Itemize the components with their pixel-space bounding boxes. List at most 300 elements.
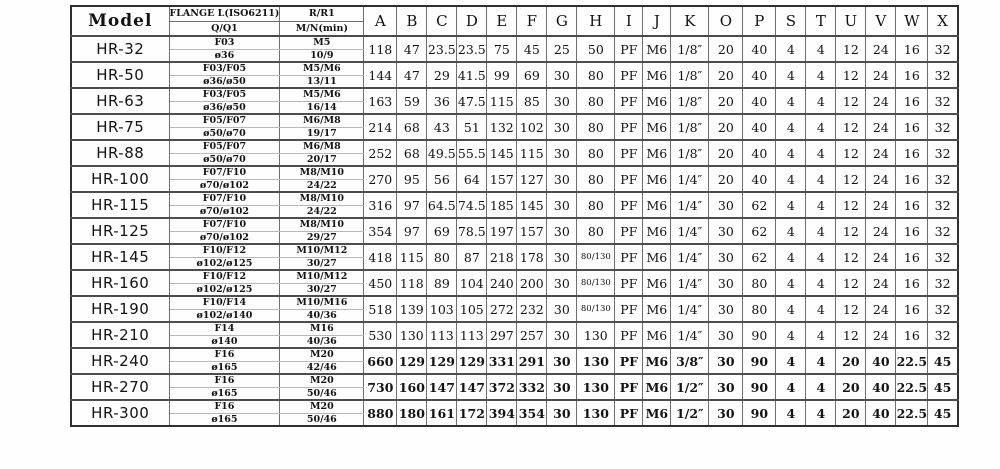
model-cell: HR-160 [71, 270, 169, 296]
dim-cell-T: 4 [806, 374, 836, 400]
dim-cell-C: 49.5 [427, 140, 457, 166]
dim-cell-X: 45 [928, 348, 958, 374]
pilot-diameter-cell: ø36/ø50 [169, 75, 280, 88]
header-dim-J: J [643, 6, 671, 36]
table-body [71, 36, 958, 426]
dim-cell-C: 80 [427, 244, 457, 270]
dim-cell-C: 89 [427, 270, 457, 296]
dim-cell-H: 80 [577, 88, 615, 114]
model-cell: HR-210 [71, 322, 169, 348]
dim-cell-D: 74.5 [457, 192, 487, 218]
dim-cell-H: 50 [577, 36, 615, 62]
dim-cell-S: 4 [776, 322, 806, 348]
header-flange-line1: FLANGE L(ISO6211) [169, 6, 280, 21]
dim-cell-B: 115 [397, 244, 427, 270]
dim-cell-B: 68 [397, 140, 427, 166]
dim-cell-U: 20 [836, 374, 866, 400]
dim-cell-C: 103 [427, 296, 457, 322]
pilot-diameter-cell: ø165 [169, 387, 280, 400]
dim-cell-O: 30 [709, 218, 743, 244]
dim-cell-S: 4 [776, 218, 806, 244]
dim-cell-X: 32 [928, 166, 958, 192]
dim-cell-P: 80 [743, 296, 776, 322]
mn-cell: 24/22 [280, 205, 364, 218]
dim-cell-J: M6 [643, 62, 671, 88]
dim-cell-W: 16 [896, 36, 928, 62]
dim-cell-T: 4 [806, 166, 836, 192]
dim-cell-E: 115 [487, 88, 517, 114]
dim-cell-K: 1/2″ [671, 400, 709, 426]
dim-cell-C: 64.5 [427, 192, 457, 218]
dim-cell-D: 23.5 [457, 36, 487, 62]
thread-cell: M8/M10 [280, 192, 364, 205]
dim-cell-X: 32 [928, 270, 958, 296]
pilot-diameter-cell: ø36 [169, 49, 280, 62]
thread-cell: M16 [280, 322, 364, 335]
dim-cell-G: 30 [547, 62, 577, 88]
dim-cell-K: 3/8″ [671, 348, 709, 374]
dim-cell-E: 157 [487, 166, 517, 192]
pilot-diameter-cell: ø165 [169, 361, 280, 374]
dim-cell-H: 80/130 [577, 296, 615, 322]
dim-cell-W: 22.5 [896, 400, 928, 426]
mn-cell: 24/22 [280, 179, 364, 192]
model-cell: HR-63 [71, 88, 169, 114]
header-dim-H: H [577, 6, 615, 36]
dim-cell-U: 12 [836, 140, 866, 166]
dim-cell-S: 4 [776, 88, 806, 114]
mn-cell: 13/11 [280, 75, 364, 88]
model-cell: HR-115 [71, 192, 169, 218]
dim-cell-D: 104 [457, 270, 487, 296]
model-cell: HR-145 [71, 244, 169, 270]
dim-cell-C: 29 [427, 62, 457, 88]
flange-cell: F07/F10 [169, 218, 280, 231]
dim-cell-I: PF [615, 348, 643, 374]
dim-cell-E: 394 [487, 400, 517, 426]
dim-cell-T: 4 [806, 62, 836, 88]
table-row-hr-50 [71, 62, 958, 75]
table-row-hr-160 [71, 270, 958, 283]
dim-cell-A: 450 [364, 270, 397, 296]
dim-cell-S: 4 [776, 296, 806, 322]
model-cell: HR-50 [71, 62, 169, 88]
dim-cell-X: 32 [928, 62, 958, 88]
dim-cell-I: PF [615, 192, 643, 218]
dim-cell-X: 32 [928, 296, 958, 322]
dim-cell-P: 40 [743, 140, 776, 166]
dim-cell-B: 180 [397, 400, 427, 426]
dim-cell-S: 4 [776, 348, 806, 374]
dim-cell-B: 68 [397, 114, 427, 140]
mn-cell: 16/14 [280, 101, 364, 114]
dim-cell-A: 316 [364, 192, 397, 218]
dim-cell-I: PF [615, 374, 643, 400]
dim-cell-O: 30 [709, 270, 743, 296]
dim-cell-P: 62 [743, 218, 776, 244]
flange-cell: F03/F05 [169, 62, 280, 75]
model-cell: HR-32 [71, 36, 169, 62]
dim-cell-X: 32 [928, 218, 958, 244]
dim-cell-W: 22.5 [896, 348, 928, 374]
dim-cell-P: 40 [743, 36, 776, 62]
dim-cell-J: M6 [643, 192, 671, 218]
dim-cell-F: 257 [517, 322, 547, 348]
pilot-diameter-cell: ø165 [169, 413, 280, 426]
dim-cell-G: 30 [547, 348, 577, 374]
dim-cell-B: 160 [397, 374, 427, 400]
dim-cell-E: 297 [487, 322, 517, 348]
dim-cell-A: 730 [364, 374, 397, 400]
pilot-diameter-cell: ø102/ø125 [169, 283, 280, 296]
dim-cell-H: 130 [577, 348, 615, 374]
mn-cell: 29/27 [280, 231, 364, 244]
dim-cell-A: 530 [364, 322, 397, 348]
dim-cell-C: 129 [427, 348, 457, 374]
dim-cell-V: 24 [866, 296, 896, 322]
dim-cell-A: 880 [364, 400, 397, 426]
dim-cell-V: 40 [866, 348, 896, 374]
dim-cell-P: 40 [743, 166, 776, 192]
dim-cell-V: 24 [866, 192, 896, 218]
dim-cell-O: 30 [709, 374, 743, 400]
dim-cell-I: PF [615, 218, 643, 244]
dim-cell-P: 90 [743, 348, 776, 374]
dim-cell-P: 90 [743, 400, 776, 426]
dim-cell-J: M6 [643, 140, 671, 166]
dim-cell-O: 20 [709, 114, 743, 140]
dim-cell-G: 30 [547, 374, 577, 400]
dim-cell-A: 214 [364, 114, 397, 140]
dim-cell-F: 45 [517, 36, 547, 62]
dim-cell-S: 4 [776, 374, 806, 400]
flange-cell: F10/F12 [169, 244, 280, 257]
thread-cell: M5/M6 [280, 62, 364, 75]
dim-cell-A: 118 [364, 36, 397, 62]
dim-cell-G: 30 [547, 270, 577, 296]
model-cell: HR-75 [71, 114, 169, 140]
dim-cell-F: 200 [517, 270, 547, 296]
dim-cell-F: 354 [517, 400, 547, 426]
dim-cell-K: 1/8″ [671, 140, 709, 166]
mn-cell: 50/46 [280, 413, 364, 426]
dim-cell-J: M6 [643, 296, 671, 322]
dim-cell-A: 518 [364, 296, 397, 322]
dim-cell-J: M6 [643, 218, 671, 244]
dim-cell-A: 144 [364, 62, 397, 88]
header-dim-V: V [866, 6, 896, 36]
table-row-hr-300 [71, 400, 958, 413]
thread-cell: M10/M12 [280, 244, 364, 257]
dim-cell-O: 20 [709, 140, 743, 166]
dim-cell-K: 1/4″ [671, 296, 709, 322]
header-dim-X: X [928, 6, 958, 36]
dim-cell-V: 24 [866, 62, 896, 88]
dim-cell-K: 1/8″ [671, 114, 709, 140]
dim-cell-J: M6 [643, 88, 671, 114]
dim-cell-D: 129 [457, 348, 487, 374]
dim-cell-J: M6 [643, 374, 671, 400]
dim-cell-V: 24 [866, 218, 896, 244]
dim-cell-T: 4 [806, 114, 836, 140]
dim-cell-F: 291 [517, 348, 547, 374]
dim-cell-V: 24 [866, 36, 896, 62]
flange-cell: F05/F07 [169, 114, 280, 127]
dim-cell-H: 80/130 [577, 270, 615, 296]
dim-cell-A: 418 [364, 244, 397, 270]
dim-cell-K: 1/4″ [671, 166, 709, 192]
model-cell: HR-270 [71, 374, 169, 400]
mn-cell: 30/27 [280, 283, 364, 296]
thread-cell: M6/M8 [280, 140, 364, 153]
dim-cell-F: 127 [517, 166, 547, 192]
dim-cell-W: 16 [896, 88, 928, 114]
pilot-diameter-cell: ø70/ø102 [169, 205, 280, 218]
dim-cell-H: 80/130 [577, 244, 615, 270]
model-cell: HR-100 [71, 166, 169, 192]
table-row-hr-63 [71, 88, 958, 101]
dim-cell-O: 30 [709, 244, 743, 270]
dim-cell-U: 12 [836, 192, 866, 218]
flange-cell: F07/F10 [169, 192, 280, 205]
dim-cell-J: M6 [643, 166, 671, 192]
dim-cell-G: 30 [547, 244, 577, 270]
dim-cell-I: PF [615, 270, 643, 296]
dim-cell-W: 16 [896, 114, 928, 140]
pilot-diameter-cell: ø102/ø140 [169, 309, 280, 322]
dim-cell-J: M6 [643, 270, 671, 296]
dim-cell-S: 4 [776, 140, 806, 166]
dim-cell-D: 172 [457, 400, 487, 426]
dim-cell-S: 4 [776, 270, 806, 296]
thread-cell: M8/M10 [280, 218, 364, 231]
dim-cell-T: 4 [806, 88, 836, 114]
dim-cell-V: 24 [866, 244, 896, 270]
dim-cell-C: 161 [427, 400, 457, 426]
dim-cell-P: 62 [743, 244, 776, 270]
dim-cell-V: 24 [866, 140, 896, 166]
dim-cell-S: 4 [776, 62, 806, 88]
dim-cell-X: 45 [928, 374, 958, 400]
dim-cell-E: 331 [487, 348, 517, 374]
dim-cell-G: 30 [547, 166, 577, 192]
dim-cell-F: 145 [517, 192, 547, 218]
model-cell: HR-190 [71, 296, 169, 322]
dim-cell-S: 4 [776, 36, 806, 62]
dim-cell-D: 147 [457, 374, 487, 400]
dim-cell-D: 78.5 [457, 218, 487, 244]
header-dim-E: E [487, 6, 517, 36]
dim-cell-D: 51 [457, 114, 487, 140]
dim-cell-A: 163 [364, 88, 397, 114]
dim-cell-V: 24 [866, 270, 896, 296]
model-cell: HR-88 [71, 140, 169, 166]
dim-cell-P: 90 [743, 322, 776, 348]
table-row-hr-32 [71, 36, 958, 49]
dim-cell-T: 4 [806, 244, 836, 270]
header-dim-T: T [806, 6, 836, 36]
dim-cell-D: 47.5 [457, 88, 487, 114]
dim-cell-B: 47 [397, 36, 427, 62]
dim-cell-W: 16 [896, 322, 928, 348]
dim-cell-I: PF [615, 296, 643, 322]
dim-cell-E: 99 [487, 62, 517, 88]
header-dim-W: W [896, 6, 928, 36]
dim-cell-V: 40 [866, 374, 896, 400]
thread-cell: M5 [280, 36, 364, 49]
flange-cell: F03 [169, 36, 280, 49]
dim-cell-W: 16 [896, 62, 928, 88]
flange-cell: F16 [169, 348, 280, 361]
header-dim-B: B [397, 6, 427, 36]
dim-cell-E: 145 [487, 140, 517, 166]
dim-cell-X: 32 [928, 244, 958, 270]
dim-cell-U: 12 [836, 218, 866, 244]
dim-cell-G: 30 [547, 400, 577, 426]
pilot-diameter-cell: ø70/ø102 [169, 179, 280, 192]
dim-cell-W: 16 [896, 140, 928, 166]
thread-cell: M8/M10 [280, 166, 364, 179]
dim-cell-O: 30 [709, 400, 743, 426]
dim-cell-D: 41.5 [457, 62, 487, 88]
dim-cell-J: M6 [643, 348, 671, 374]
dim-cell-V: 24 [866, 114, 896, 140]
dim-cell-J: M6 [643, 244, 671, 270]
dim-cell-S: 4 [776, 244, 806, 270]
header-model: Model [71, 6, 169, 36]
dim-cell-U: 12 [836, 270, 866, 296]
dim-cell-B: 47 [397, 62, 427, 88]
dim-cell-P: 90 [743, 374, 776, 400]
dim-cell-U: 12 [836, 166, 866, 192]
header-dim-F: F [517, 6, 547, 36]
header-dim-P: P [743, 6, 776, 36]
dim-cell-W: 16 [896, 244, 928, 270]
dim-cell-H: 130 [577, 322, 615, 348]
pilot-diameter-cell: ø50/ø70 [169, 153, 280, 166]
dim-cell-U: 12 [836, 88, 866, 114]
dim-cell-C: 56 [427, 166, 457, 192]
dim-cell-C: 43 [427, 114, 457, 140]
dim-cell-B: 139 [397, 296, 427, 322]
flange-cell: F05/F07 [169, 140, 280, 153]
dim-cell-I: PF [615, 62, 643, 88]
dim-cell-D: 64 [457, 166, 487, 192]
header-dim-C: C [427, 6, 457, 36]
dim-cell-J: M6 [643, 36, 671, 62]
dim-cell-F: 157 [517, 218, 547, 244]
dim-cell-U: 12 [836, 36, 866, 62]
dim-cell-C: 113 [427, 322, 457, 348]
dim-cell-C: 69 [427, 218, 457, 244]
dim-cell-I: PF [615, 400, 643, 426]
dim-cell-T: 4 [806, 348, 836, 374]
dim-cell-D: 105 [457, 296, 487, 322]
dim-cell-E: 218 [487, 244, 517, 270]
dim-cell-S: 4 [776, 192, 806, 218]
dim-cell-D: 55.5 [457, 140, 487, 166]
dim-cell-W: 16 [896, 166, 928, 192]
mn-cell: 19/17 [280, 127, 364, 140]
header-dim-U: U [836, 6, 866, 36]
dim-cell-X: 32 [928, 192, 958, 218]
dim-cell-X: 32 [928, 322, 958, 348]
dim-cell-P: 62 [743, 192, 776, 218]
dim-cell-S: 4 [776, 166, 806, 192]
flange-cell: F16 [169, 400, 280, 413]
dim-cell-P: 80 [743, 270, 776, 296]
dim-cell-B: 130 [397, 322, 427, 348]
dim-cell-H: 80 [577, 114, 615, 140]
dim-cell-X: 45 [928, 400, 958, 426]
dim-cell-E: 240 [487, 270, 517, 296]
mn-cell: 40/36 [280, 335, 364, 348]
dim-cell-O: 30 [709, 348, 743, 374]
table-row-hr-115 [71, 192, 958, 205]
dim-cell-K: 1/4″ [671, 270, 709, 296]
dim-cell-F: 102 [517, 114, 547, 140]
dim-cell-G: 25 [547, 36, 577, 62]
dim-cell-B: 97 [397, 218, 427, 244]
header-dim-O: O [709, 6, 743, 36]
dim-cell-G: 30 [547, 88, 577, 114]
dim-cell-I: PF [615, 36, 643, 62]
header-flange-line2: Q/Q1 [169, 21, 280, 36]
flange-cell: F10/F14 [169, 296, 280, 309]
thread-cell: M6/M8 [280, 114, 364, 127]
dim-cell-U: 12 [836, 244, 866, 270]
header-dim-A: A [364, 6, 397, 36]
dim-cell-D: 87 [457, 244, 487, 270]
dim-cell-I: PF [615, 166, 643, 192]
pilot-diameter-cell: ø50/ø70 [169, 127, 280, 140]
dim-cell-I: PF [615, 140, 643, 166]
dim-cell-B: 95 [397, 166, 427, 192]
table-row-hr-190 [71, 296, 958, 309]
dim-cell-B: 129 [397, 348, 427, 374]
dim-cell-T: 4 [806, 192, 836, 218]
dim-cell-V: 24 [866, 88, 896, 114]
dim-cell-E: 185 [487, 192, 517, 218]
spec-table [70, 5, 959, 427]
dim-cell-E: 75 [487, 36, 517, 62]
dim-cell-S: 4 [776, 400, 806, 426]
dim-cell-G: 30 [547, 322, 577, 348]
dim-cell-G: 30 [547, 296, 577, 322]
header-dim-G: G [547, 6, 577, 36]
dim-cell-U: 20 [836, 348, 866, 374]
thread-cell: M10/M12 [280, 270, 364, 283]
dim-cell-P: 40 [743, 114, 776, 140]
header-r-line1: R/R1 [280, 6, 364, 21]
table-row-hr-270 [71, 374, 958, 387]
dim-cell-W: 16 [896, 192, 928, 218]
dim-cell-A: 354 [364, 218, 397, 244]
thread-cell: M20 [280, 348, 364, 361]
dim-cell-K: 1/8″ [671, 88, 709, 114]
table-row-hr-75 [71, 114, 958, 127]
header-dim-S: S [776, 6, 806, 36]
dim-cell-K: 1/4″ [671, 192, 709, 218]
thread-cell: M20 [280, 400, 364, 413]
dim-cell-U: 12 [836, 62, 866, 88]
table-row-hr-145 [71, 244, 958, 257]
header-dim-K: K [671, 6, 709, 36]
dim-cell-K: 1/4″ [671, 244, 709, 270]
dim-cell-A: 252 [364, 140, 397, 166]
dim-cell-I: PF [615, 244, 643, 270]
dim-cell-J: M6 [643, 114, 671, 140]
